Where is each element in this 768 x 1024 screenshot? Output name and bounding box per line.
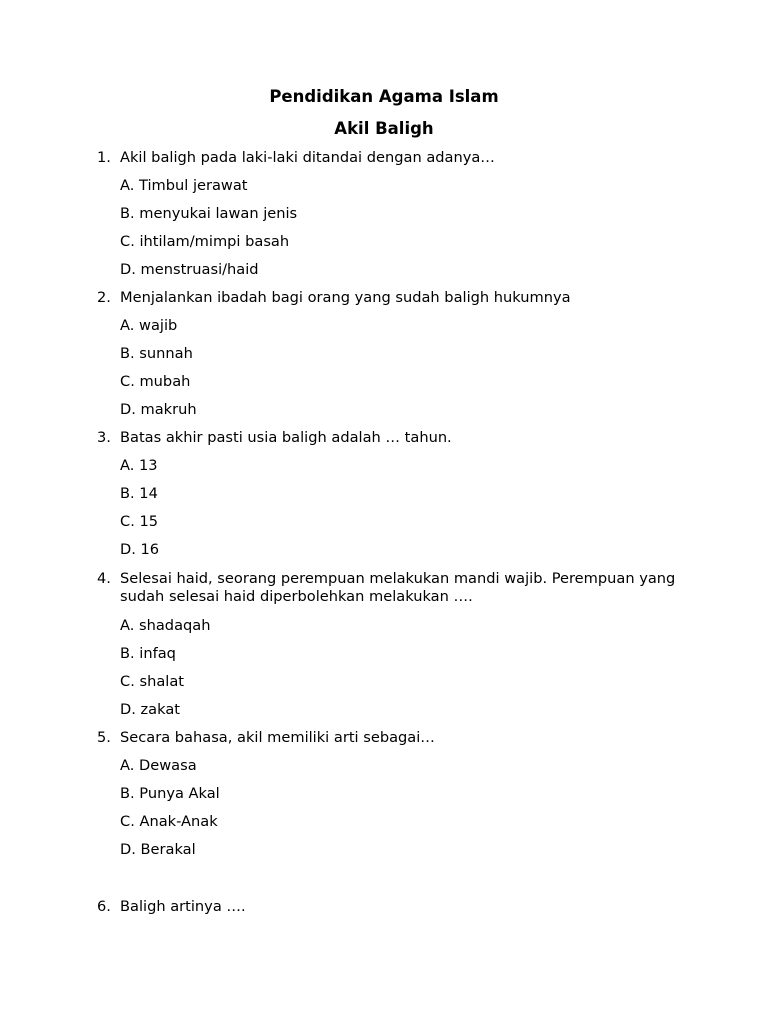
question-text: Secara bahasa, akil memiliki arti sebagai… (120, 729, 435, 746)
option-d: D. zakat (120, 701, 180, 718)
option-c: C. shalat (120, 673, 184, 690)
question-text: Akil baligh pada laki-laki ditandai dengan adanya… (120, 149, 495, 166)
option-d: D. Berakal (120, 841, 196, 858)
question-text: Selesai haid, seorang perempuan melakukan mandi wajib. Perempuan yang sudah selesai haid diperbolehkan melakukan …. (120, 570, 676, 605)
option-a: A. shadaqah (120, 617, 211, 634)
question-text: Baligh artinya …. (120, 898, 246, 915)
question-number: 3. (97, 429, 111, 446)
question-text: Menjalankan ibadah bagi orang yang sudah baligh hukumnya (120, 289, 571, 306)
option-d: D. makruh (120, 401, 197, 418)
option-a: A. wajib (120, 317, 178, 334)
option-a: A. 13 (120, 457, 158, 474)
question-number: 2. (97, 289, 111, 306)
option-a: A. Timbul jerawat (120, 177, 248, 194)
question-number: 5. (97, 729, 111, 746)
question-text: Batas akhir pasti usia baligh adalah … tahun. (120, 429, 452, 446)
question-number: 4. (97, 570, 111, 587)
question-number: 6. (97, 898, 111, 915)
option-a: A. Dewasa (120, 757, 197, 774)
option-d: D. menstruasi/haid (120, 261, 259, 278)
option-c: C. mubah (120, 373, 191, 390)
option-b: B. Punya Akal (120, 785, 220, 802)
option-c: C. Anak-Anak (120, 813, 218, 830)
option-b: B. sunnah (120, 345, 193, 362)
option-b: B. 14 (120, 485, 158, 502)
option-c: C. ihtilam/mimpi basah (120, 233, 290, 250)
document-subtitle: Akil Baligh (334, 119, 434, 138)
option-b: B. infaq (120, 645, 176, 662)
document-title: Pendidikan Agama Islam (269, 87, 499, 106)
question-number: 1. (97, 149, 111, 166)
option-c: C. 15 (120, 513, 159, 530)
option-d: D. 16 (120, 541, 160, 558)
option-b: B. menyukai lawan jenis (120, 205, 298, 222)
